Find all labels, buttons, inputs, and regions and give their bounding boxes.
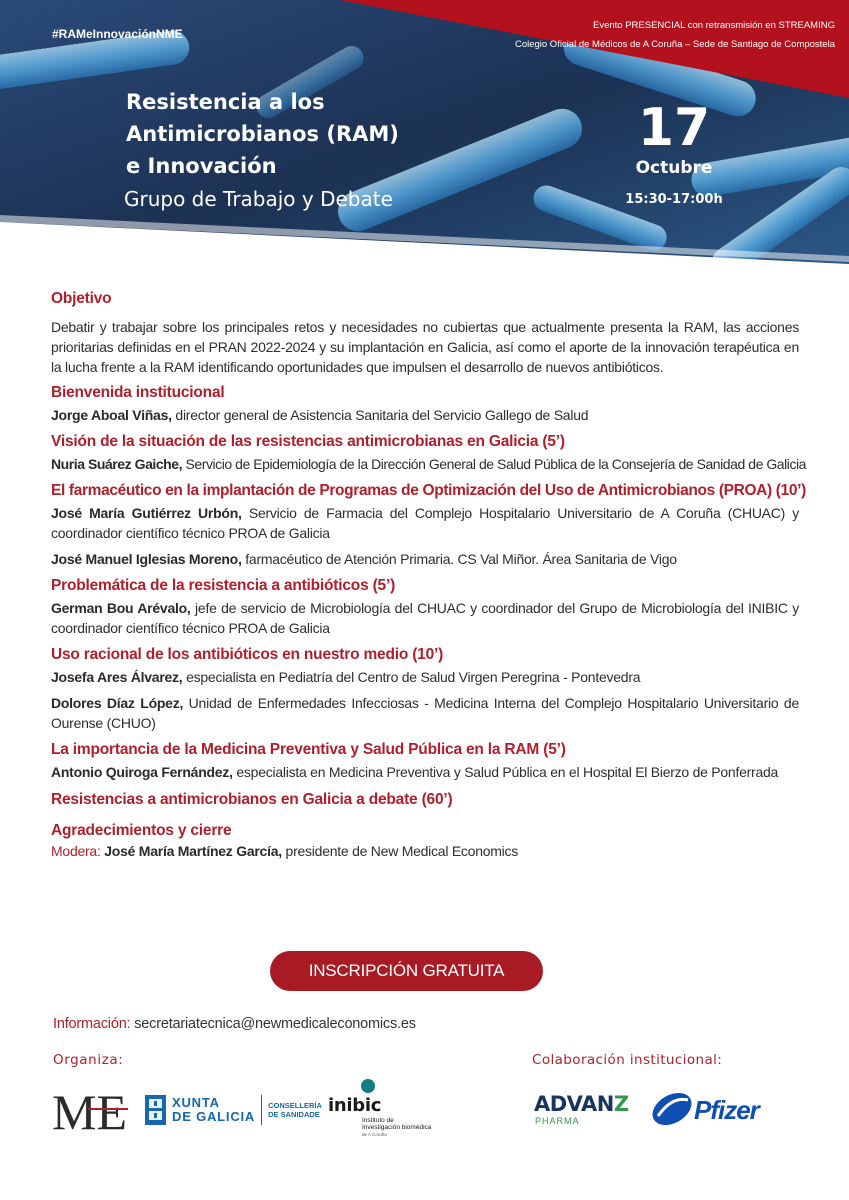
date-month: Octubre	[635, 158, 713, 178]
organiza-label: Organiza:	[53, 1052, 124, 1068]
event-info	[515, 16, 835, 54]
moderator-role: presidente de New Medical Economics	[281, 843, 519, 859]
event-format: Evento PRESENCIAL con retransmisión en STREAMING	[593, 20, 835, 31]
event-title	[126, 86, 486, 182]
speaker	[51, 598, 799, 638]
hashtag: #RAMeInnovaciónNME	[52, 27, 183, 41]
xunta-line: DE GALICIA	[172, 1109, 256, 1124]
hero-text	[0, 0, 849, 285]
session-title: La importancia de la Medicina Preventiva y Salud Pública en la RAM (5’)	[51, 741, 566, 758]
advanz-pharma: PHARMA	[535, 1116, 580, 1126]
session-title: Resistencias a antimicrobianos en Galicia a debate (60’)	[51, 791, 453, 808]
inibic-sub-line: de A Coruña	[362, 1132, 387, 1137]
xunta-shield-icon	[145, 1095, 166, 1125]
speaker-name: Josefa Ares Álvarez,	[51, 669, 183, 685]
speaker	[51, 405, 799, 425]
speaker-role: Servicio de Farmacia del Complejo Hospitalario Universitario de A Coruña (CHUAC) y coordinador científico técnico PROA de Galicia	[51, 505, 799, 541]
speaker-name: German Bou Arévalo,	[51, 600, 191, 616]
contact-label: Información:	[53, 1016, 131, 1032]
moderator-label: Modera:	[51, 843, 101, 859]
advanz-word-part: Z	[613, 1092, 629, 1116]
event-date	[620, 100, 728, 207]
inibic-sub-line: Investigación biomédica	[362, 1124, 432, 1131]
speaker-role: jefe de servicio de Microbiología del CHUAC y coordinador del Grupo de Microbiología del INIBIC y coordinador científico técnico PROA de Galicia	[51, 600, 799, 636]
advanz-word	[534, 1092, 629, 1116]
date-time: 15:30-17:00h	[625, 192, 723, 207]
moderator	[51, 841, 799, 861]
event-venue: Colegio Oficial de Médicos de A Coruña – Sede de Santiago de Compostela	[514, 39, 835, 50]
register-button[interactable]: INSCRIPCIÓN GRATUITA	[270, 951, 543, 991]
session-title: Problemática de la resistencia a antibióticos (5’)	[51, 577, 396, 594]
pfizer-logo	[650, 1086, 762, 1132]
speaker	[51, 454, 806, 474]
inibic-dot-icon	[361, 1079, 375, 1093]
xunta-cons-line: DE SANIDADE	[268, 1110, 320, 1119]
speaker-name: José María Gutiérrez Urbón,	[51, 505, 242, 521]
pfizer-pill-icon	[650, 1086, 694, 1132]
session-title: El farmacéutico en la implantación de Programas de Optimización del Uso de Antimicrobianos (PROA) (10’)	[51, 482, 806, 499]
speaker-name: Antonio Quiroga Fernández,	[51, 764, 233, 780]
program	[51, 290, 806, 861]
xunta-name	[172, 1096, 255, 1124]
speaker-role: farmacéutico de Atención Primaria. CS Val Miñor. Área Sanitaria de Vigo	[241, 551, 677, 567]
contact-email-link[interactable]: secretariatecnica@newmedicaleconomics.es	[134, 1016, 416, 1032]
me-logo	[52, 1083, 132, 1135]
objective-heading: Objetivo	[51, 290, 112, 307]
advanz-logo	[534, 1092, 629, 1126]
inibic-word: inibic	[328, 1095, 382, 1116]
session-title: Visión de la situación de las resistencias antimicrobianas en Galicia (5’)	[51, 433, 565, 450]
speaker-name: Nuria Suárez Gaiche,	[51, 456, 183, 472]
speaker-role: Unidad de Enfermedades Infecciosas - Medicina Interna del Complejo Hospitalario Universitario de Ourense (CHUO)	[51, 695, 800, 731]
xunta-department	[268, 1101, 322, 1119]
xunta-cons-line: CONSELLERÍA	[268, 1101, 322, 1110]
speaker-role: Servicio de Epidemiología de la Dirección General de Salud Pública de la Consejería de Sanidad de Galicia	[182, 456, 806, 472]
speaker	[51, 667, 799, 687]
date-day: 17	[637, 98, 711, 158]
xunta-line: XUNTA	[172, 1095, 220, 1110]
session-title: Uso racional de los antibióticos en nuestro medio (10’)	[51, 646, 444, 663]
xunta-logo	[145, 1092, 322, 1128]
speaker-name: Jorge Aboal Viñas,	[51, 407, 172, 423]
me-logo-text: ME	[52, 1084, 127, 1135]
xunta-divider	[261, 1095, 262, 1125]
advanz-word-part: ADVA	[534, 1092, 597, 1116]
speaker-role: especialista en Medicina Preventiva y Salud Pública en el Hospital El Bierzo de Ponferrada	[232, 764, 779, 780]
advanz-word-part: N	[596, 1092, 614, 1116]
speaker-name: José Manuel Iglesias Moreno,	[51, 551, 242, 567]
objective-text: Debatir y trabajar sobre los principales retos y necesidades no cubiertas que actualmente presenta la RAM, las acciones prioritarias definidas en el PRAN 2022-2024 y su implantación en Galicia, así como el aporte de la innovación terapéutica en la lucha frente a la RAM identificando oportunidades que impulsen el desarrollo de nuevos antibióticos.	[51, 319, 799, 375]
inibic-logo	[328, 1078, 438, 1140]
speaker	[51, 503, 799, 543]
pfizer-word: Pfizer	[694, 1095, 759, 1125]
speaker-role: especialista en Pediatría del Centro de Salud Virgen Peregrina - Pontevedra	[182, 669, 641, 685]
hero-banner	[0, 0, 849, 285]
contact-info	[53, 1016, 416, 1032]
title-line: e Innovación	[126, 154, 277, 178]
title-line: Resistencia a los	[126, 90, 325, 114]
colaboracion-label: Colaboración institucional:	[532, 1052, 723, 1068]
speaker-name: Dolores Díaz López,	[51, 695, 184, 711]
inibic-subtitle	[362, 1117, 431, 1131]
title-line: Antimicrobianos (RAM)	[126, 122, 399, 146]
closing-title: Agradecimientos y cierre	[51, 822, 232, 839]
event-subtitle: Grupo de Trabajo y Debate	[124, 187, 393, 211]
moderator-name: José María Martínez García,	[104, 843, 282, 859]
speaker	[51, 693, 799, 733]
speaker	[51, 549, 799, 569]
session-title: Bienvenida institucional	[51, 384, 225, 401]
inibic-sub-line: Instituto de	[362, 1117, 394, 1124]
speaker	[51, 762, 799, 782]
speaker-role: director general de Asistencia Sanitaria del Servicio Gallego de Salud	[171, 407, 589, 423]
